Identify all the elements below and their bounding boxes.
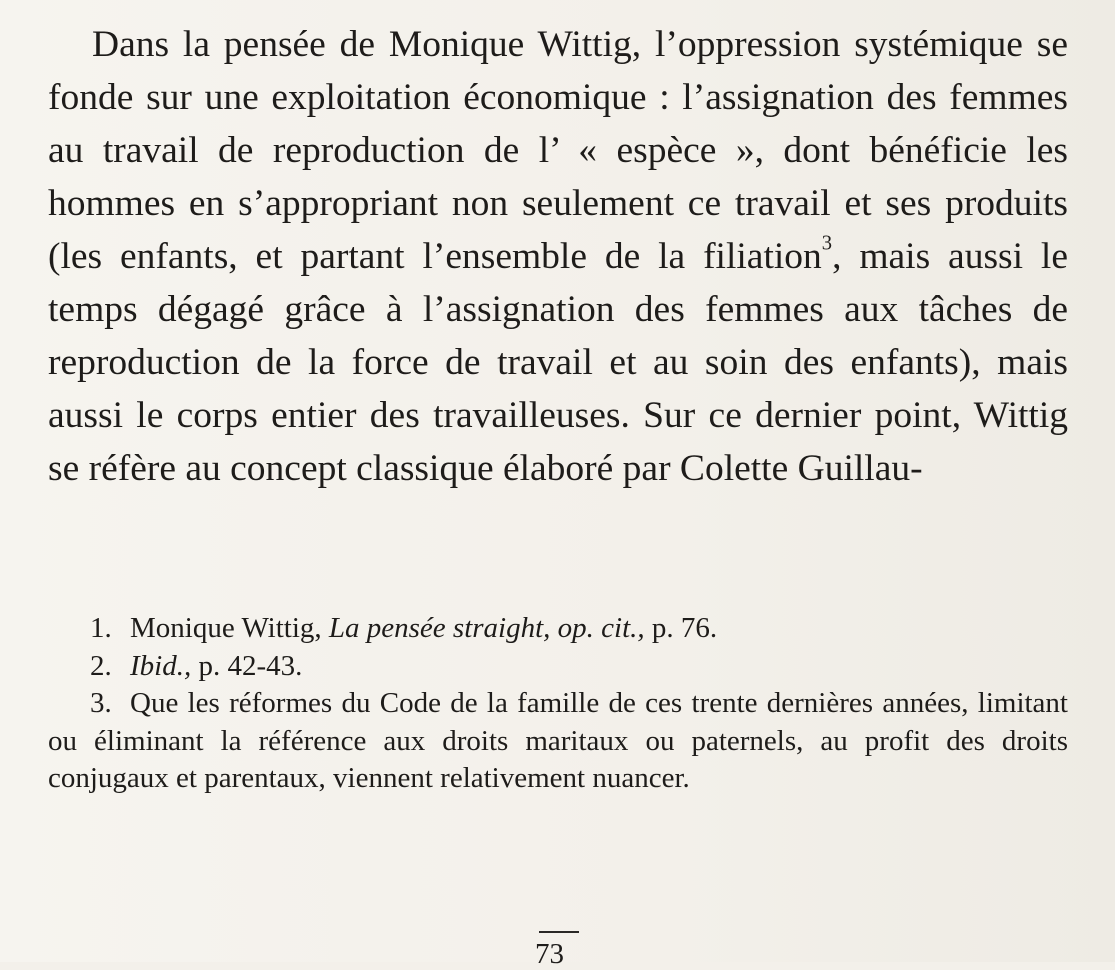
footnote-text-end: p. 76. bbox=[644, 612, 718, 644]
footnote-number: 3. bbox=[90, 687, 112, 719]
footnote-3 bbox=[48, 685, 1068, 798]
footnote-2 bbox=[48, 648, 1068, 686]
footnote-text: Que les réformes du Code de la famille de ces trente dernières années, limitant ou éliminant la référence aux droits maritaux ou paternels, au profit des droits conjugaux et parentaux, viennent relativement nuancer. bbox=[48, 687, 1068, 794]
footnotes bbox=[48, 610, 1068, 798]
footnote-text: Monique Wittig, bbox=[130, 612, 329, 644]
paragraph-text-part1: Dans la pensée de Monique Wittig, l’oppression systémique se fonde sur une exploitation économique : l’assignation des femmes au travail de reproduction de l’ « espèce », dont bénéficie les hommes en s’appropriant non seulement ce travail et ses produits (les enfants, et partant l’ensemble de la filiation bbox=[48, 24, 1068, 277]
footnote-text-end: p. 42-43. bbox=[191, 649, 303, 682]
page-number: 73 bbox=[535, 938, 564, 970]
folio-rule bbox=[539, 931, 579, 933]
footnote-1 bbox=[48, 610, 1068, 648]
main-paragraph bbox=[48, 18, 1068, 495]
paragraph-text-part2: , mais aussi le temps dégagé grâce à l’assignation des femmes aux tâches de reproduction de la force de travail et au soin des enfants), mais aussi le corps entier des travailleuses. Sur ce dernier point, Wittig se réfère au concept classique élaboré par Colette Guillau- bbox=[48, 236, 1068, 489]
footnote-number: 2. bbox=[90, 649, 112, 682]
footnote-italic: La pensée straight, op. cit., bbox=[328, 612, 645, 644]
footnote-ref-3: 3 bbox=[821, 232, 833, 255]
footnote-number: 1. bbox=[90, 612, 112, 644]
footnote-italic: Ibid., bbox=[130, 649, 192, 682]
